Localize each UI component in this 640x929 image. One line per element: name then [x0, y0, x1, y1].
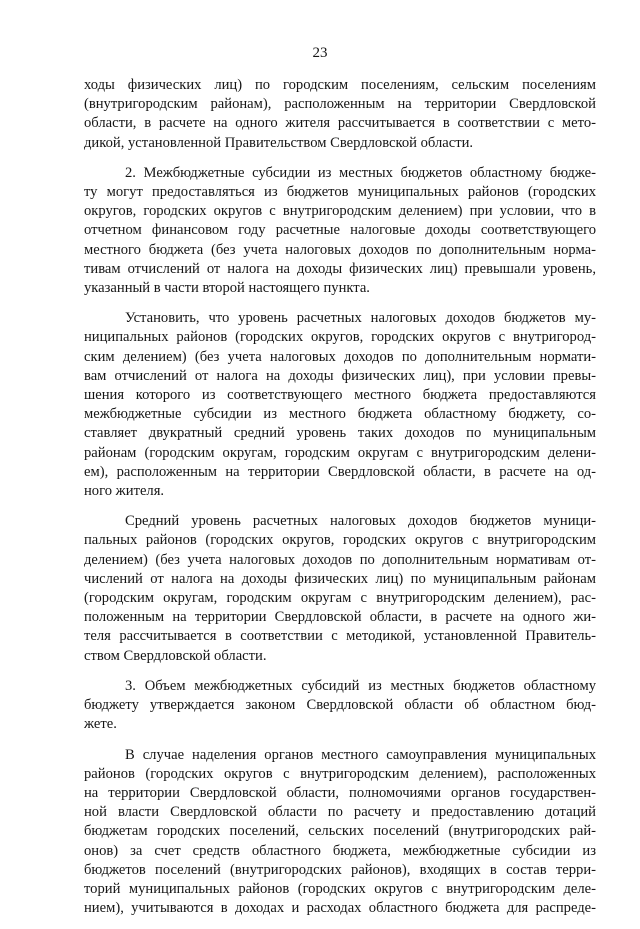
text-line: ного жителя. — [84, 483, 165, 500]
text-line: вам отчислений от налога на доходы физических лиц), при условии превы- — [84, 367, 596, 384]
paragraph — [84, 76, 596, 153]
text-line: отчетном финансовом году расчетные налоговые доходы соответствующего — [84, 222, 596, 239]
text-line: онов) за счет средств областного бюджета, межбюджетные субсидии из — [84, 842, 596, 859]
text-line: ставляет двукратный средний уровень таких доходов по муниципальным — [84, 425, 596, 442]
text-line: теля рассчитывается в соответствии с методикой, установленной Правитель- — [84, 628, 596, 645]
text-line: тивам отчислений от налога на доходы физических лиц) превышали уровень, — [84, 260, 596, 277]
text-line: бюджетов поселений (внутригородских районов), входящих в состав терри- — [84, 861, 596, 878]
text-line: (внутригородским районам), расположенным на территории Свердловской — [84, 96, 596, 113]
text-line: бюджетам городских поселений, сельских поселений (внутригородских рай- — [84, 823, 596, 840]
text-line: 3. Объем межбюджетных субсидий из местных бюджетов областному — [125, 677, 596, 694]
text-line: области, в расчете на одного жителя рассчитывается в соответствии с мето- — [84, 115, 596, 132]
text-line: числений от налога на доходы физических лиц) по муниципальным районам — [84, 570, 596, 587]
text-line: ту могут предоставляться из бюджетов муниципальных районов (городских — [84, 184, 596, 201]
text-line: ниципальных районов (городских округов, городских округов с внутригород- — [84, 329, 596, 346]
text-line: бюджету утверждается законом Свердловской области об областном бюд- — [84, 697, 596, 714]
text-line: ходы физических лиц) по городским поселениям, сельским поселениям — [84, 77, 596, 93]
text-line: ной власти Свердловской области по расчету и предоставлению дотаций — [84, 804, 596, 821]
text-line: торий муниципальных районов (городских округов с внутригородским деле- — [84, 880, 596, 897]
text-line: шения которого из соответствующего местного бюджета предоставляются — [84, 387, 596, 404]
text-line: дикой, установленной Правительством Свердловской области. — [84, 134, 474, 151]
text-line: межбюджетные субсидии из местного бюджета областному бюджету, со- — [84, 406, 596, 423]
text-line: жете. — [84, 716, 117, 733]
text-line: пальных районов (городских округов, городских округов с внутригородским — [84, 532, 596, 549]
text-line: Средний уровень расчетных налоговых доходов бюджетов муници- — [125, 513, 596, 530]
paragraph — [84, 746, 596, 919]
text-line: ским делением) (без учета налоговых доходов по дополнительным нормати- — [84, 348, 596, 365]
text-line: округов, городских округов с внутригородским делением) при условии, что в — [84, 203, 596, 220]
text-line: местного бюджета (без учета налоговых доходов по дополнительным норма- — [84, 241, 596, 258]
paragraph — [84, 309, 596, 501]
text-line: 2. Межбюджетные субсидии из местных бюджетов областному бюдже- — [125, 164, 596, 181]
text-line: ем), расположенным на территории Свердловской области, в расчете на од- — [84, 463, 596, 480]
text-line: положенным на территории Свердловской области, в расчете на одного жи- — [84, 609, 596, 626]
text-line: делением) (без учета налоговых доходов по дополнительным нормативам от- — [84, 551, 596, 568]
text-line: на территории Свердловской области, полномочиями органов государствен- — [84, 784, 596, 801]
paragraph — [84, 164, 596, 298]
text-line: указанный в части второй настоящего пункта. — [84, 280, 370, 297]
text-line: ством Свердловской области. — [84, 647, 267, 664]
text-line: районов (городских округов с внутригородским делением), расположенных — [84, 765, 596, 782]
paragraph — [84, 677, 596, 735]
text-line: В случае наделения органов местного самоуправления муниципальных — [125, 746, 596, 763]
document-body — [84, 76, 596, 929]
text-line: нием), учитываются в доходах и расходах областного бюджета для распреде- — [84, 900, 596, 917]
text-line: Установить, что уровень расчетных налоговых доходов бюджетов му- — [125, 310, 596, 327]
text-line: районам (городским округам, городским округам с внутригородским делени- — [84, 444, 596, 461]
paragraph — [84, 512, 596, 666]
page-number: 23 — [312, 45, 328, 61]
text-line: (городским округам, городским округам с внутригородским делением), рас- — [84, 590, 596, 607]
